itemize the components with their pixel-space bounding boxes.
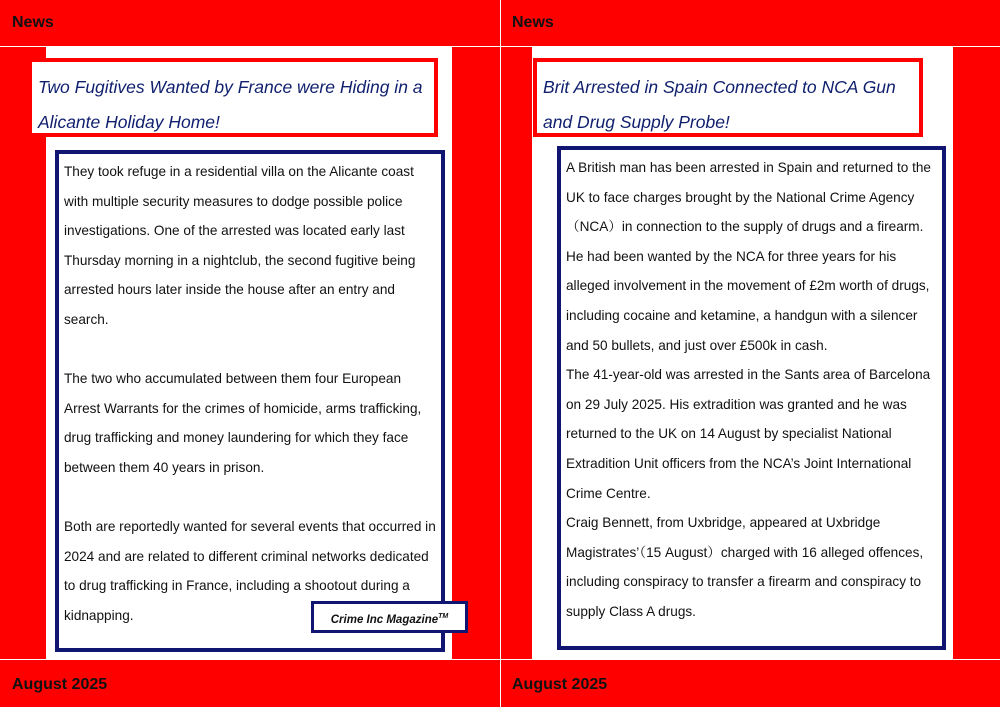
section-label: News xyxy=(12,14,54,31)
headline-box xyxy=(533,58,923,137)
headline: Two Fugitives Wanted by France were Hiding in a Alicante Holiday Home! xyxy=(38,77,423,132)
footer-divider xyxy=(501,659,1000,660)
article-paragraph: They took refuge in a residential villa on the Alicante coast with multiple security measures to dodge possible police investigations. One of the arrested was located early last Thursday morning in a nightclub, the second fugitive being arrested hours later inside the house after an entry and search. xyxy=(64,164,416,327)
article-paragraph: The two who accumulated between them four European Arrest Warrants for the crimes of homicide, arms trafficking, drug trafficking and money laundering for which they face between them 40 years in prison. xyxy=(64,371,422,475)
footer-date: August 2025 xyxy=(12,676,108,693)
headline: Brit Arrested in Spain Connected to NCA Gun and Drug Supply Probe! xyxy=(543,77,896,132)
footer-date: August 2025 xyxy=(512,676,608,693)
headline-box xyxy=(28,58,438,137)
magazine-badge-label: Crime Inc Magazine xyxy=(330,613,439,626)
trademark-mark: TM xyxy=(438,613,449,620)
article-paragraph: The 41-year-old was arrested in the Sants area of Barcelona on 29 July 2025. His extradition was granted and he was returned to the UK on 14 August by specialist National Extradition Unit officers from the NCA’s Joint International Crime Centre. xyxy=(566,367,931,501)
magazine-badge xyxy=(311,601,468,633)
article-paragraph: A British man has been arrested in Spain and returned to the UK to face charges brought by the National Crime Agency（NCA）in connection to the supply of drugs and a firearm. He had been wanted by the NCA for three years for his alleged involvement in the movement of £2m worth of drugs, including cocaine and ketamine, a handgun with a silencer and 50 bullets, and just over £500k in cash. xyxy=(566,160,931,353)
article-paragraph: Both are reportedly wanted for several events that occurred in 2024 and are related to different criminal networks dedicated to drug trafficking in France, including a shootout during a kidnapping. xyxy=(64,519,436,623)
article-paragraph: Craig Bennett, from Uxbridge, appeared at Uxbridge Magistrates’（15 August）charged with 16 alleged offences, including conspiracy to transfer a firearm and conspiracy to supply Class A drugs. xyxy=(566,515,924,619)
article-box xyxy=(55,150,445,652)
right-page xyxy=(500,0,1000,707)
footer-divider xyxy=(0,659,500,660)
article-box xyxy=(557,146,946,650)
section-label: News xyxy=(512,14,554,31)
